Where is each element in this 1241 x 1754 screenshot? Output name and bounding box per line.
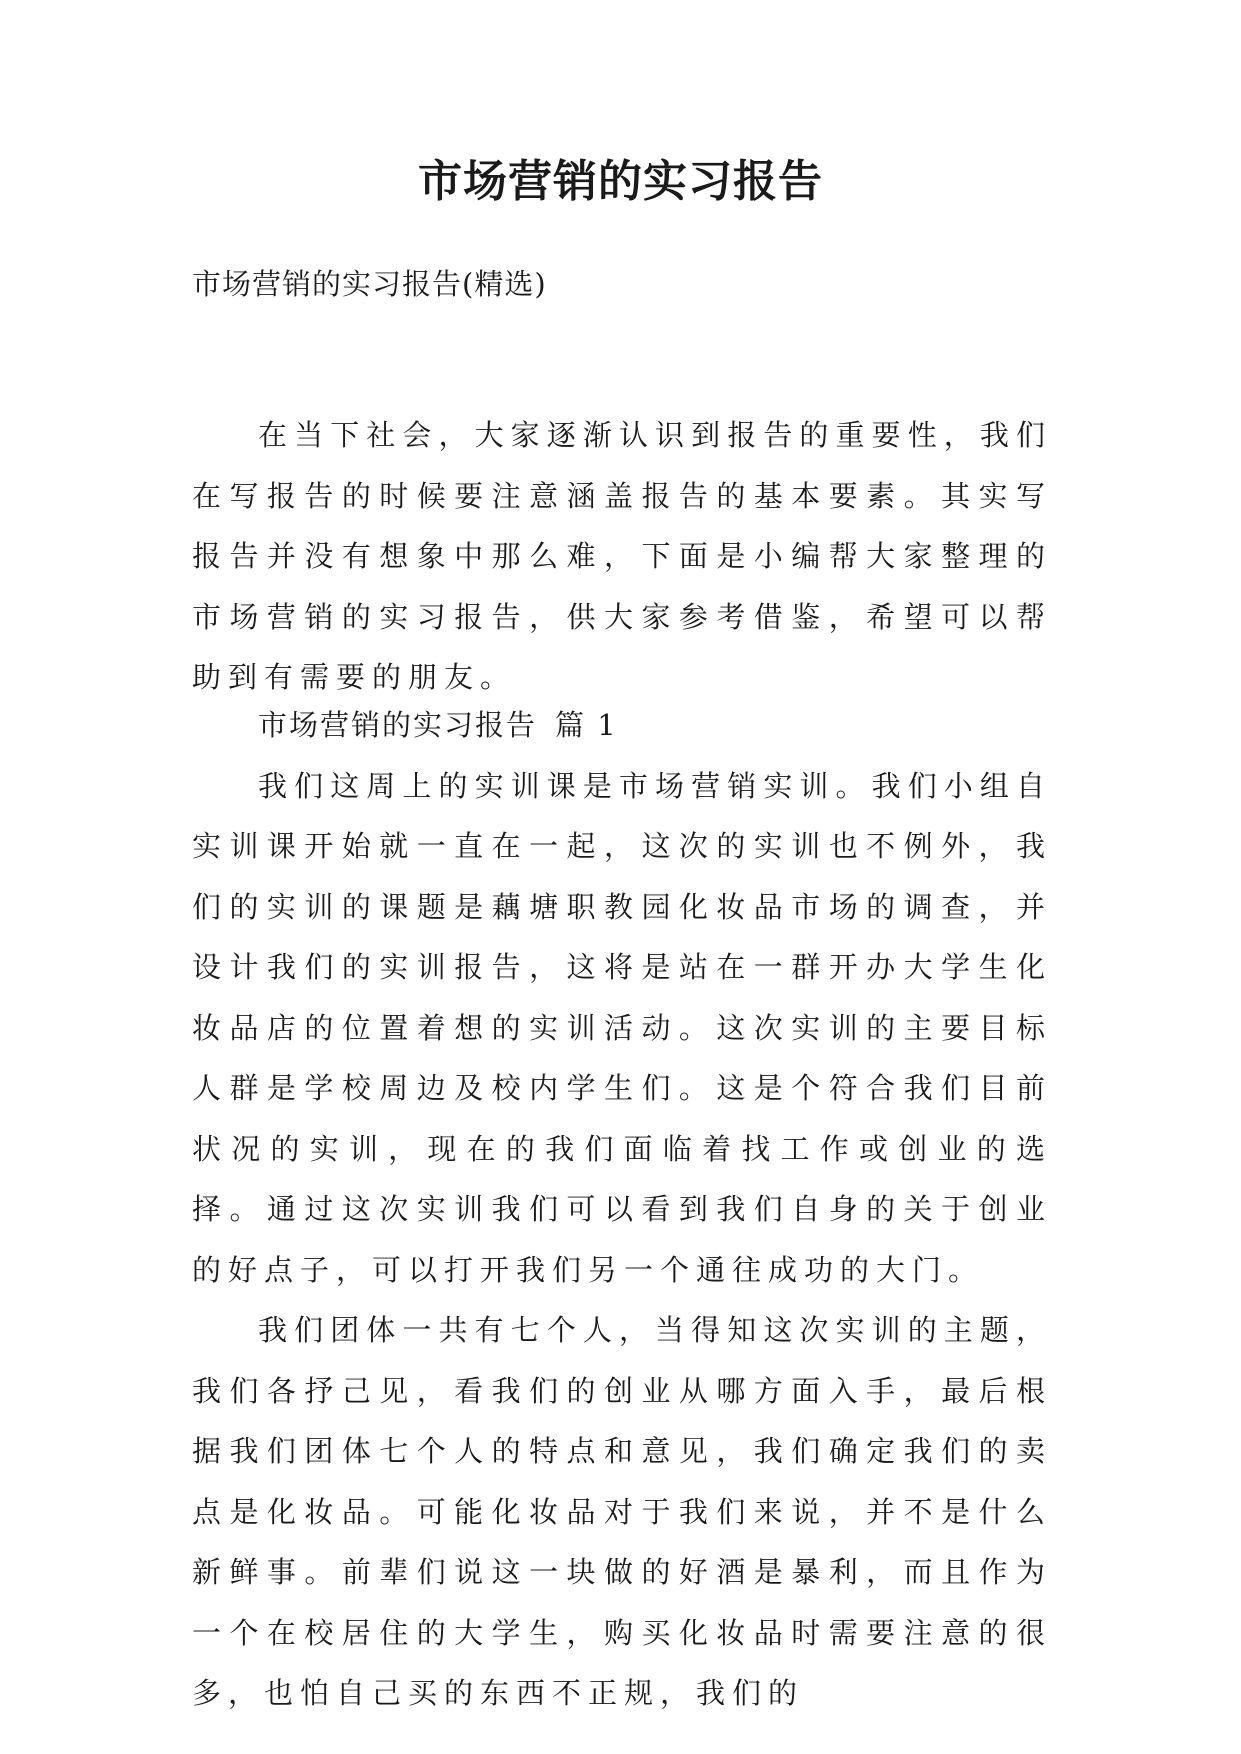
document-subtitle: 市场营销的实习报告(精选): [192, 267, 547, 301]
section-heading: [192, 695, 1052, 756]
section-block: [192, 695, 1052, 1724]
section-number: 篇 1: [555, 708, 618, 742]
body-paragraph: 我们团体一共有七个人，当得知这次实训的主题，我们各抒己见，看我们的创业从哪方面入手，最后根据我们团体七个人的特点和意见，我们确定我们的卖点是化妆品。可能化妆品对于我们来说，并不是什么新鲜事。前辈们说这一块做的好酒是暴利，而且作为一个在校居住的大学生，购买化妆品时需要注意的很多，也怕自己买的东西不正规，我们的: [192, 1313, 1052, 1710]
intro-block: [192, 405, 1052, 708]
body-paragraph: 我们这周上的实训课是市场营销实训。我们小组自实训课开始就一直在一起，这次的实训也不例外，我们的实训的课题是藕塘职教园化妆品市场的调查，并设计我们的实训报告，这将是站在一群开办大学生化妆品店的位置着想的实训活动。这次实训的主要目标人群是学校周边及校内学生们。这是个符合我们目前状况的实训，现在的我们面临着找工作或创业的选择。通过这次实训我们可以看到我们自身的关于创业的好点子，可以打开我们另一个通往成功的大门。: [192, 768, 1052, 1287]
section-heading-text: 市场营销的实习报告: [258, 708, 538, 742]
intro-paragraph: 在当下社会，大家逐渐认识到报告的重要性，我们在写报告的时候要注意涵盖报告的基本要素。其实写报告并没有想象中那么难，下面是小编帮大家整理的市场营销的实习报告，供大家参考借鉴，希望可以帮助到有需要的朋友。: [192, 418, 1052, 694]
document-title: 市场营销的实习报告: [418, 156, 823, 207]
